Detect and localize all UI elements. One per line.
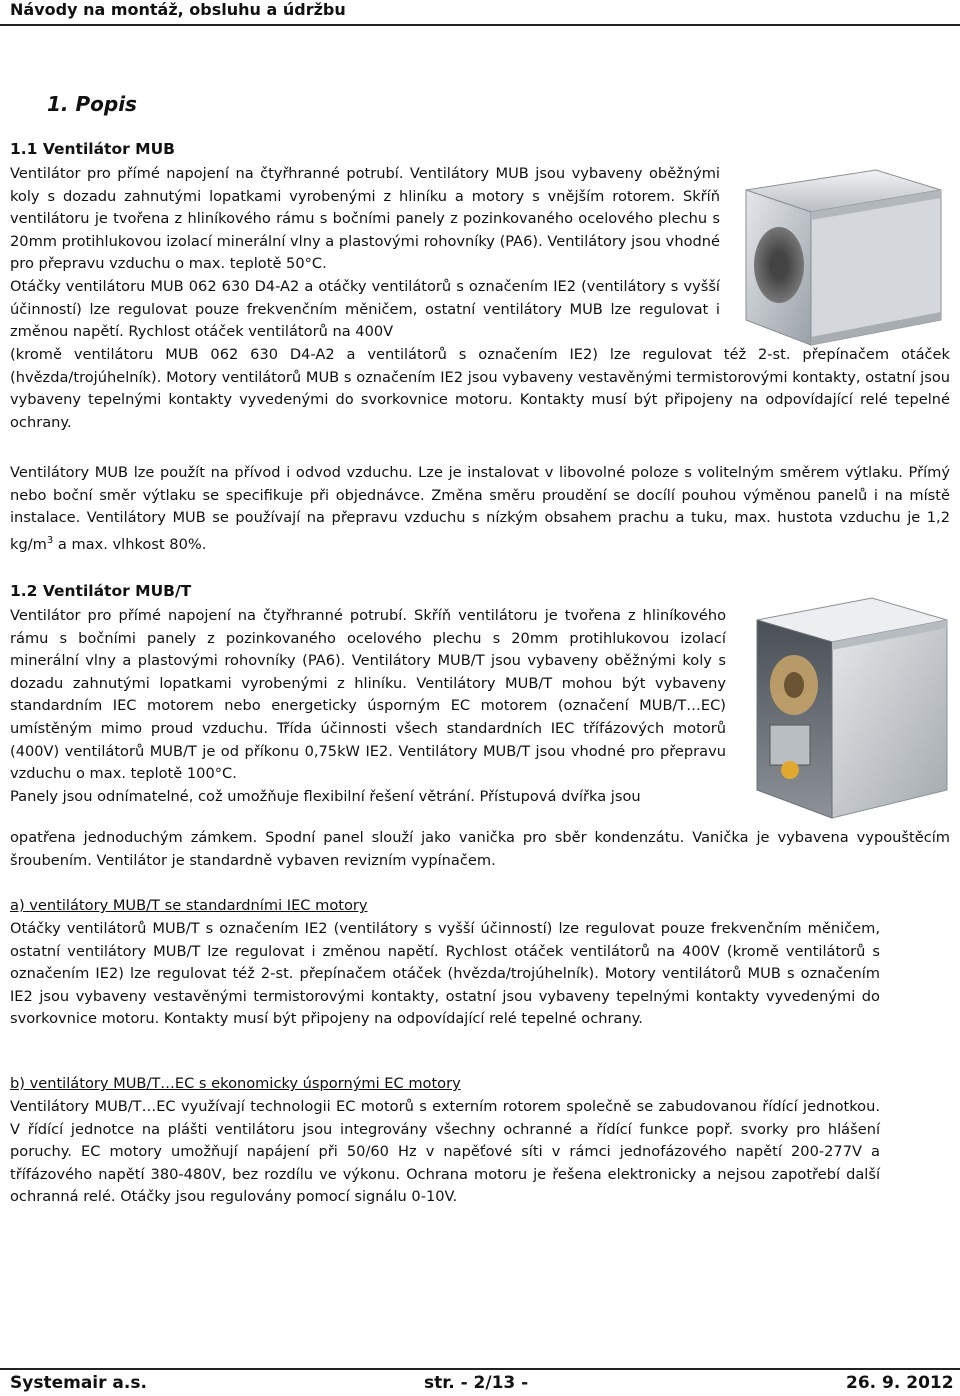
- mubt-fan-image: [732, 590, 958, 820]
- mub-para-3-superscript: 3: [46, 534, 54, 546]
- mubt-intro-paragraph: [10, 605, 726, 808]
- footer-date: 26. 9. 2012: [846, 1373, 954, 1393]
- mubt-ec-paragraph: [10, 1096, 880, 1209]
- footer-rule: [0, 1368, 960, 1370]
- mub-para-3: Ventilátory MUB lze použít na přívod i odvod vzduchu. Lze je instalovat v libovolné poloze s volitelným směrem výtlaku. Přímý nebo boční směr výtlaku se specifikuje při objednávce. Změna směru proudění se docílí pouhou výměnou panelů i na místě instalace. Ventilátory MUB se používají na přepravu vzduchu s nízkým obsahem prachu a tuku, max. hustota vzduchu je 1,2 kg/m: [10, 464, 950, 553]
- mubt-para-1: Ventilátor pro přímé napojení na čtyřhranné potrubí. Skříň ventilátoru je tvořena z hliníkového rámu s bočními panely z pozinkovaného ocelového plechu s 20mm protihlukovou izolací minerální vlny a plastovými rohovníky (PA6). Ventilátory MUB/T jsou vybaveny oběžnými koly s dozadu zahnutými lopatkami vyrobenými z hliníku. Ventilátory MUB/T mohou být vybaveny standardním IEC motorem nebo energeticky úsporným EC motorem (označení MUB/T…EC) umístěným mimo proud vzduchu. Třída účinnosti všech standardních IEC třífázových motorů (400V) ventilátorů MUB/T je od příkonu 0,75kW IE2. Ventilátory MUB/T jsou vhodné pro přepravu vzduchu o max. teplotě 100°C.: [10, 607, 726, 783]
- section-heading-popis: 1. Popis: [47, 92, 137, 116]
- mub-para-1: Ventilátor pro přímé napojení na čtyřhranné potrubí. Ventilátory MUB jsou vybaveny oběžnými koly s dozadu zahnutými lopatkami vyrobenými z hliníku a motory s vnějším rotorem. Skříň ventilátoru je tvořena z hliníkového rámu s bočními panely z pozinkovaného ocelového plechu s 20mm protihlukovou izolací minerální vlny a plastovými rohovníky (PA6). Ventilátory jsou vhodné pro přepravu vzduchu o max. teplotě 50°C.: [10, 165, 720, 273]
- heading-mubt-iec: a) ventilátory MUB/T se standardními IEC motory: [10, 897, 368, 914]
- heading-ventilator-mub: 1.1 Ventilátor MUB: [10, 140, 175, 158]
- mub-fan-image: [726, 150, 956, 350]
- footer-company: Systemair a.s.: [10, 1373, 147, 1393]
- header-rule: [0, 24, 960, 26]
- heading-ventilator-mub-t: 1.2 Ventilátor MUB/T: [10, 582, 192, 600]
- footer-page-number: str. - 2/13 -: [424, 1373, 529, 1393]
- mubt-iec-paragraph: [10, 918, 880, 1031]
- document-header-title: Návody na montáž, obsluhu a údržbu: [10, 0, 346, 19]
- heading-mubt-ec: b) ventilátory MUB/T…EC s ekonomicky úspornými EC motory: [10, 1075, 461, 1092]
- mub-para-3-end: a max. vlhkost 80%.: [53, 535, 207, 553]
- mubt-iec-text: Otáčky ventilátorů MUB/T s označením IE2 (ventilátory s vyšší účinností) lze regulovat pouze frekvenčním měničem, ostatní ventilátory MUB/T lze regulovat i změnou napětí. Rychlost otáček ventilátorů na 400V (kromě ventilátorů s označením IE2) lze regulovat též 2-st. přepínačem otáček (hvězda/trojúhelník). Motory ventilátorů MUB s označením IE2 jsou vybaveny vestavěnými termistorovými kontakty, ostatní jsou vybaveny tepelnými kontakty vyvedenými do svorkovnice motoru. Kontakty musí být připojeny na odpovídající relé tepelné ochrany.: [10, 920, 880, 1028]
- mub-intro-paragraph: [10, 163, 720, 344]
- mubt-panels-paragraph: [10, 827, 950, 872]
- mubt-ec-text: Ventilátory MUB/T…EC využívají technologii EC motorů s externím rotorem společně se zabudovanou řídící jednotkou. V řídící jednotce na plášti ventilátoru jsou integrovány všechny ochranné a řídící funkce popř. svorky pro hlášení poruchy. EC motory umožňují napájení při 50/60 Hz v napěťové síti v rámci jednofázového napětí 200-277V a třífázového napětí 380-480V, bez rozdílu ve výkonu. Ochrana motoru je řešena elektronicky a nejsou zapotřebí další ochranná relé. Otáčky jsou regulovány pomocí signálu 0-10V.: [10, 1098, 880, 1206]
- mub-para-2a: Otáčky ventilátoru MUB 062 630 D4-A2 a otáčky ventilátorů s označením IE2 (ventilátory s vyšší účinností) lze regulovat pouze frekvenčním měničem, ostatní ventilátory MUB lze regulovat i změnou napětí. Rychlost otáček ventilátorů na 400V: [10, 277, 720, 341]
- mubt-para-2a: Panely jsou odnímatelné, což umožňuje flexibilní řešení větrání. Přístupová dvířka jsou: [10, 787, 641, 805]
- mub-para-2b: (kromě ventilátoru MUB 062 630 D4-A2 a ventilátorů s označením IE2) lze regulovat též 2-st. přepínačem otáček (hvězda/trojúhelník). Motory ventilátorů MUB s označením IE2 jsou vybaveny vestavěnými termistorovými kontakty, ostatní jsou vybaveny tepelnými kontakty vyvedenými do svorkovnice motoru. Kontakty musí být připojeny na odpovídající relé tepelné ochrany.: [10, 346, 950, 431]
- mub-usage-paragraph: [10, 462, 950, 556]
- mub-regulation-paragraph: [10, 344, 950, 434]
- mubt-para-2b: opatřena jednoduchým zámkem. Spodní panel slouží jako vanička pro sběr kondenzátu. Vanička je vybavena vypouštěcím šroubením. Ventilátor je standardně vybaven revizním vypínačem.: [10, 829, 950, 869]
